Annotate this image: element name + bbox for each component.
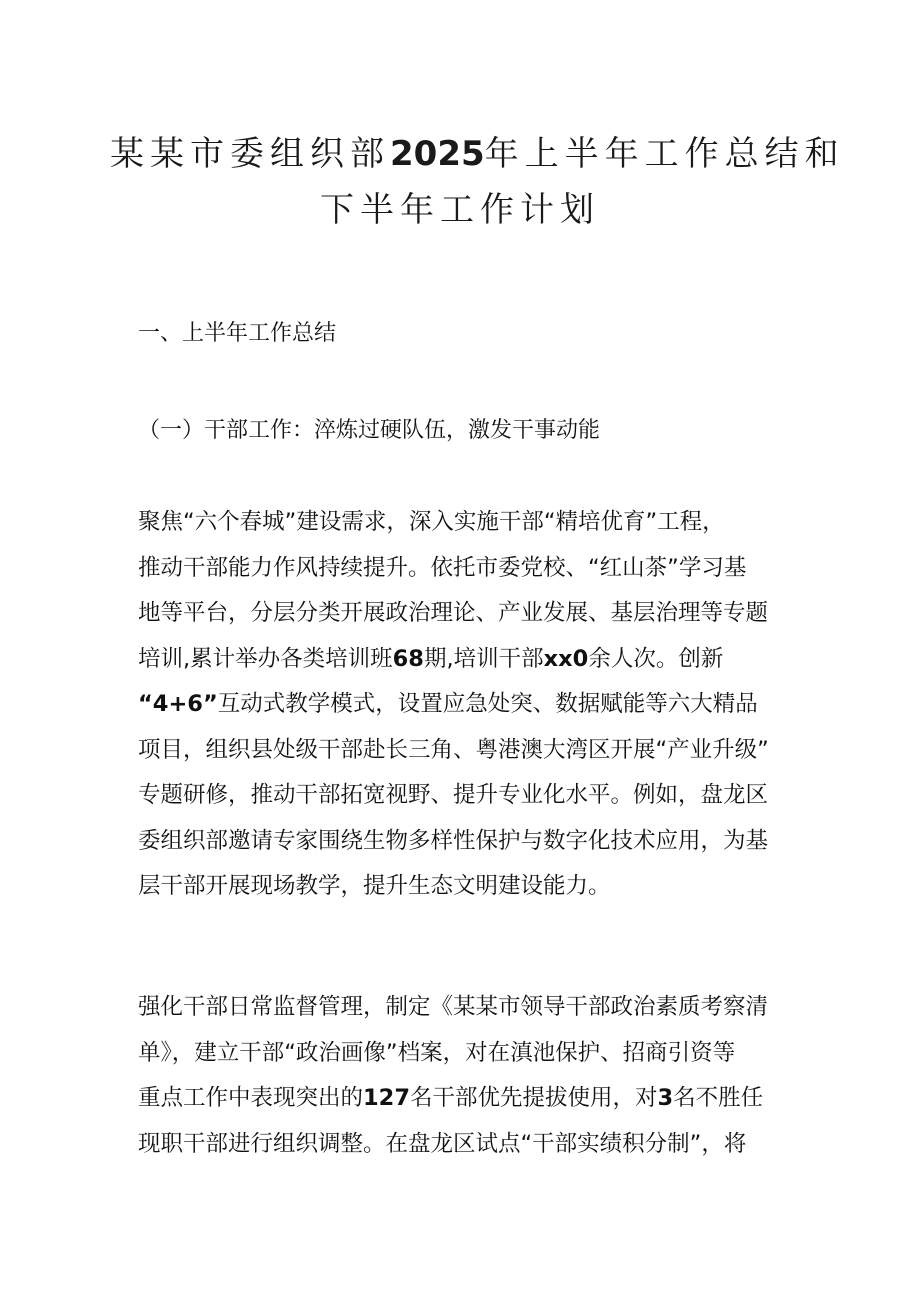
adjusted-count: 3	[657, 1085, 674, 1111]
model-name: “4+6”	[138, 691, 218, 717]
paragraph-line	[138, 637, 788, 683]
document-title-line2: 下半年工作计划	[320, 190, 600, 230]
paragraph-line: 单》，建立干部“政治画像”档案，对在滇池保护、招商引资等	[138, 1039, 736, 1066]
paragraph-1	[138, 500, 788, 910]
line-text: 余人次。创新	[588, 645, 724, 672]
paragraph-line: 委组织部邀请专家围绕生物多样性保护与数字化技术应用，为基	[138, 827, 769, 854]
line-text: 名干部优先提拔使用，对	[409, 1085, 658, 1111]
paragraph-line	[138, 682, 788, 728]
paragraph-line	[138, 1076, 788, 1122]
line-text: 期,培训干部	[423, 645, 544, 672]
line-text: 互动式教学模式，设置应急处突、数据赋能等六大精品	[217, 691, 758, 717]
subsection-heading: （一）干部工作：淬炼过硬队伍，激发干事动能	[138, 418, 601, 443]
paragraph-line: 强化干部日常监督管理，制定《某某市领导干部政治素质考察清	[138, 994, 769, 1020]
line-text: 名不胜任	[673, 1085, 764, 1111]
paragraph-line: 项目，组织县处级干部赴长三角、粤港澳大湾区开展“产业升级”	[138, 736, 769, 763]
title-rest: 年上半年工作总结和	[484, 134, 845, 174]
trainee-count: xx0	[543, 645, 589, 672]
paragraph-line: 层干部开展现场教学，提升生态文明建设能力。	[138, 873, 611, 899]
title-year: 2025	[390, 134, 485, 174]
line-text: 重点工作中表现突出的	[138, 1085, 364, 1111]
class-count: 68	[392, 645, 424, 672]
paragraph-line: 现职干部进行组织调整。在盘龙区试点“干部实绩积分制”，将	[138, 1130, 747, 1157]
paragraph-line: 推动干部能力作风持续提升。依托市委党校、“红山茶”学习基	[138, 554, 747, 581]
promoted-count: 127	[363, 1085, 410, 1111]
section-heading: 一、上半年工作总结	[138, 321, 337, 346]
paragraph-2	[138, 985, 788, 1167]
line-text: 培训,累计举办各类培训班	[138, 645, 393, 672]
paragraph-line: 聚焦“六个春城”建设需求，深入实施干部“精培优育”工程，	[138, 509, 725, 535]
title-org: 某某市委组织部	[110, 134, 390, 174]
paragraph-line: 地等平台，分层分类开展政治理论、产业发展、基层治理等专题	[138, 600, 769, 626]
document-title-line1	[110, 126, 845, 175]
paragraph-line: 专题研修，推动干部拓宽视野、提升专业化水平。例如，盘龙区	[138, 782, 769, 808]
